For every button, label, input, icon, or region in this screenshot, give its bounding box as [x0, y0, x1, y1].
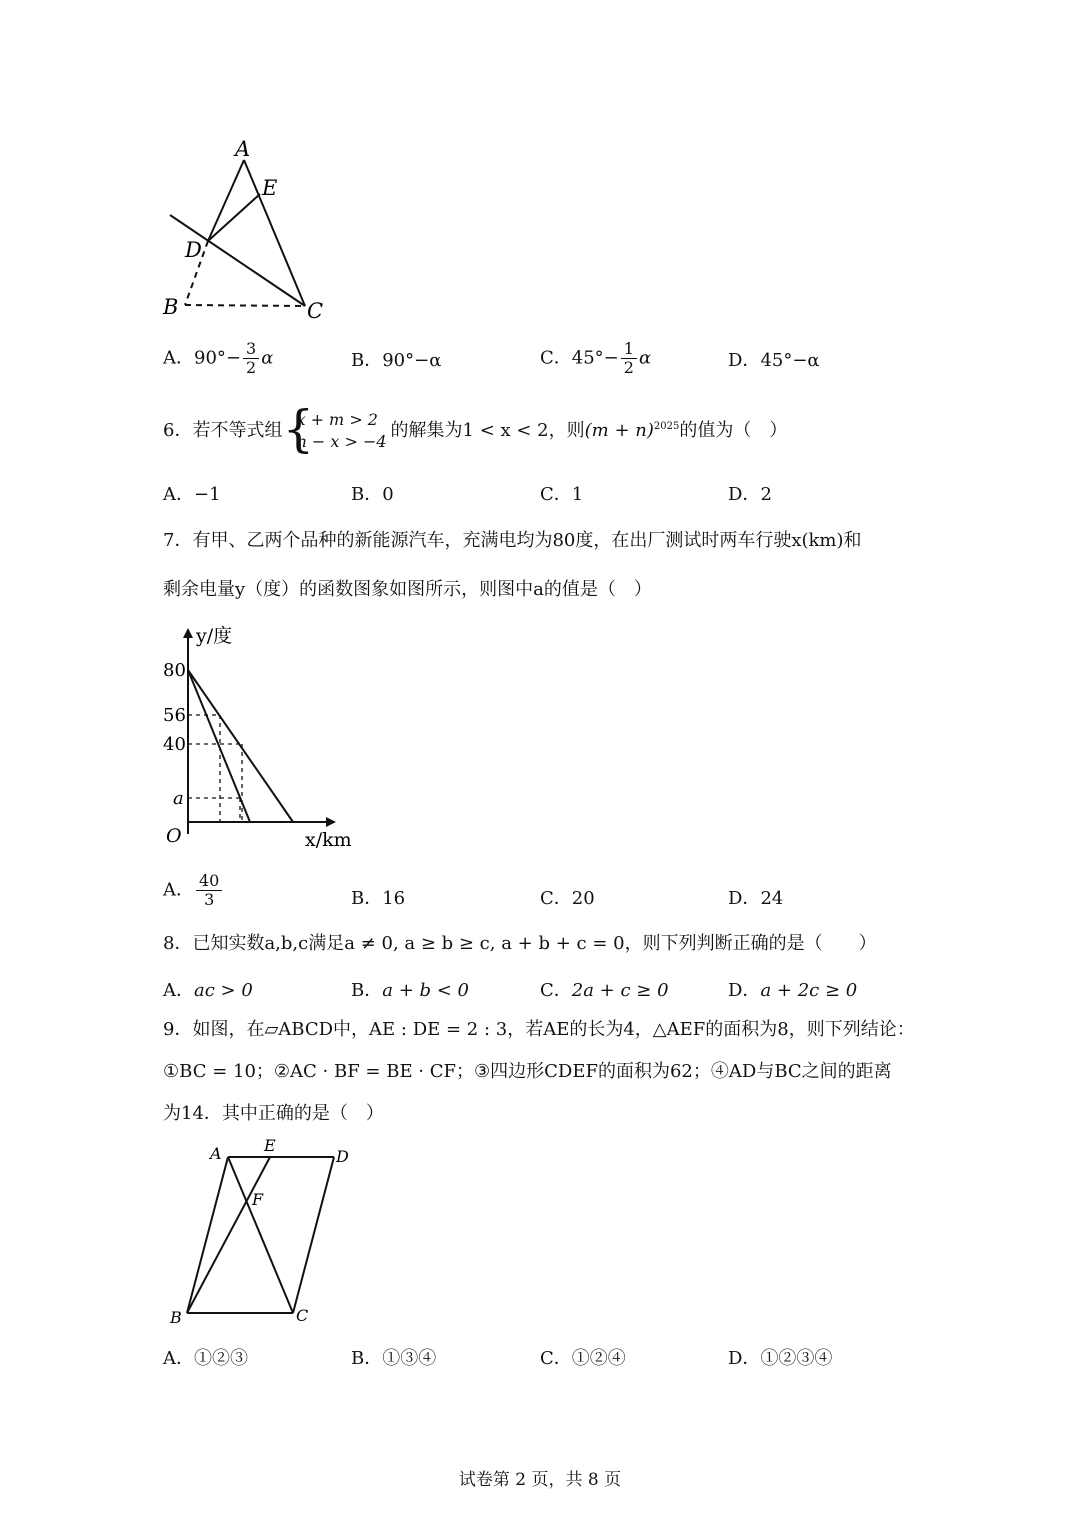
q5-option-a[interactable]: A．90°− $\frac{3}{2}$ α	[163, 339, 274, 377]
q9-option-a[interactable]: A．①②③	[163, 1348, 248, 1369]
q7-y-axis-label: y/度	[196, 625, 233, 647]
q9-label-b: B	[170, 1308, 182, 1327]
q8-option-c[interactable]: C．2a + c ≥ 0	[540, 980, 669, 1001]
q7-stem-line2: 剩余电量y（度）的函数图象如图所示，则图中a的值是（ ）	[163, 579, 652, 600]
q5-label-a: A	[235, 137, 251, 161]
q5-option-c[interactable]: C．45°− $\frac{1}{2}$ α	[540, 339, 652, 377]
q9-option-c[interactable]: C．①②④	[540, 1348, 626, 1369]
q9-option-b[interactable]: B．①③④	[351, 1348, 437, 1369]
q6-option-a[interactable]: A．−1	[163, 484, 221, 505]
q6-option-b[interactable]: B．0	[351, 484, 394, 505]
q5-label-d: D	[185, 238, 202, 262]
q7-option-a[interactable]: A． $\frac{40}{3}$	[163, 872, 224, 909]
q7-option-c[interactable]: C．20	[540, 888, 595, 909]
q6-stem: 6．若不等式组 { x + m > 2 n − x > −4 的解集为1 < x < 2，则$(m + n)^{2025}$的值为（ ）	[163, 404, 787, 454]
q9-label-c: C	[296, 1306, 309, 1325]
q5-option-a-fraction: $\frac{3}{2}$	[243, 340, 259, 377]
q5-label-b: B	[163, 295, 179, 319]
q9-label-a: A	[210, 1144, 222, 1163]
q9-label-d: D	[336, 1147, 349, 1166]
q7-tick-a: a	[173, 788, 184, 809]
q7-origin-label: O	[166, 825, 182, 847]
q5-option-d[interactable]: D．45°−α	[728, 350, 820, 371]
q8-option-b[interactable]: B．a + b < 0	[351, 980, 469, 1001]
q9-stem-line1: 9．如图，在▱ABCD中，AE : DE = 2 : 3，若AE的长为4，△AEF的面积为8，则下列结论：	[163, 1019, 915, 1040]
q7-option-a-fraction: $\frac{40}{3}$	[196, 872, 222, 909]
q9-label-e: E	[264, 1136, 276, 1155]
q8-option-d[interactable]: D．a + 2c ≥ 0	[728, 980, 858, 1001]
q6-option-c[interactable]: C．1	[540, 484, 584, 505]
q7-x-axis-label: x/km	[305, 829, 352, 851]
q7-stem-line1: 7．有甲、乙两个品种的新能源汽车，充满电均为80度，在出厂测试时两车行驶x(km)和	[163, 530, 862, 551]
q7-tick-56: 56	[163, 705, 186, 726]
q5-option-c-fraction: $\frac{1}{2}$	[621, 340, 637, 377]
page-footer: 试卷第 2 页，共 8 页	[458, 1470, 622, 1490]
q8-stem: 8．已知实数a,b,c满足a ≠ 0, a ≥ b ≥ c, a + b + c = 0，则下列判断正确的是（ ）	[163, 933, 877, 954]
q5-option-b[interactable]: B．90°−α	[351, 350, 442, 371]
q9-stem-line3: 为14．其中正确的是（ ）	[163, 1103, 384, 1124]
q9-label-f: F	[252, 1190, 264, 1209]
q5-triangle-figure	[150, 130, 350, 330]
q7-tick-40: 40	[163, 734, 186, 755]
q6-option-d[interactable]: D．2	[728, 484, 772, 505]
q5-label-e: E	[262, 176, 278, 200]
q7-tick-80: 80	[163, 660, 186, 681]
q9-stem-line2: ①BC = 10；②AC · BF = BE · CF；③四边形CDEF的面积为62；④AD与BC之间的距离	[163, 1061, 892, 1082]
q7-function-graph	[150, 620, 370, 855]
q9-option-d[interactable]: D．①②③④	[728, 1348, 833, 1369]
q7-option-d[interactable]: D．24	[728, 888, 784, 909]
q6-inequality-system: { x + m > 2 n − x > −4	[286, 409, 386, 453]
q5-label-c: C	[307, 299, 324, 323]
q8-option-a[interactable]: A．ac > 0	[163, 980, 253, 1001]
q7-option-b[interactable]: B．16	[351, 888, 406, 909]
q9-parallelogram-figure	[160, 1135, 370, 1335]
